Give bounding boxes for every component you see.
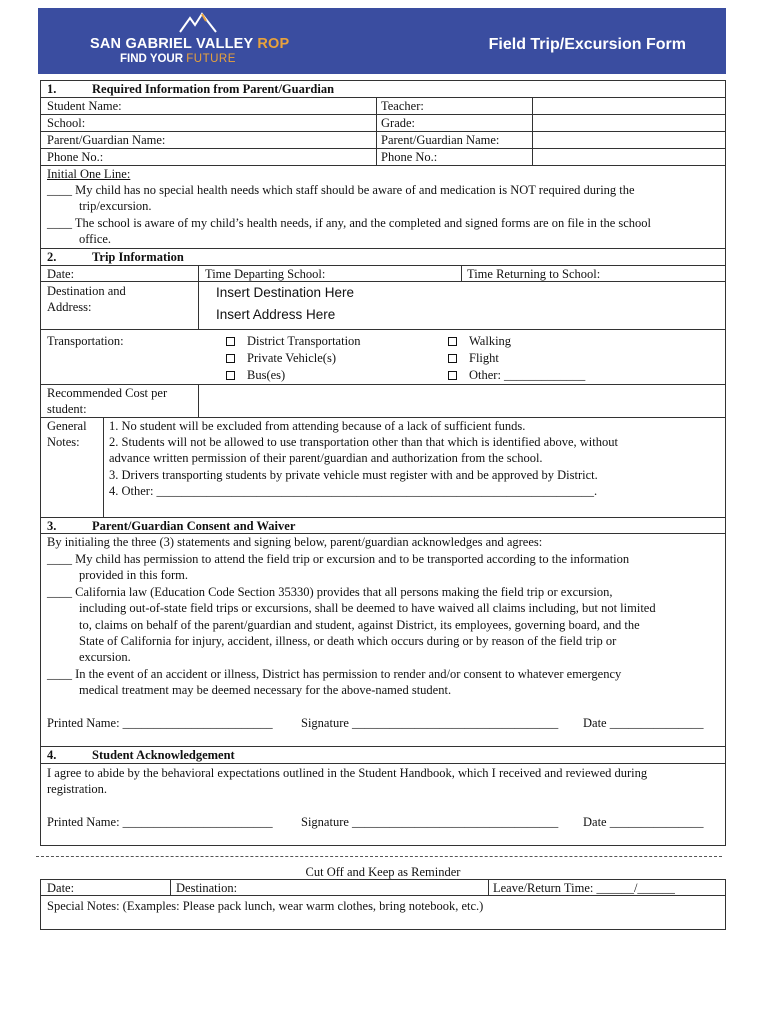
section2-title: Trip Information <box>92 250 184 264</box>
phone-field-1[interactable]: Phone No.: <box>47 150 104 164</box>
org-tagline: FIND YOUR FUTURE <box>120 53 236 65</box>
consent-intro: By initialing the three (3) statements and signing below, parent/guardian acknowledges and agrees: <box>47 535 543 549</box>
acknowledgement-text: I agree to abide by the behavioral expectations outlined in the Student Handbook, which I received and reviewed during <box>47 766 648 780</box>
transportation-label: Transportation: <box>47 334 124 348</box>
initial-line-1-cont: trip/excursion. <box>79 199 152 213</box>
parent-printed-name-field[interactable]: Printed Name: ________________________ <box>47 716 273 730</box>
section1-number: 1. <box>47 82 57 96</box>
note-1: 1. No student will be excluded from attending because of a lack of sufficient funds. <box>109 419 526 433</box>
note-2: 2. Students will not be allowed to use transportation other than that which is identified above, without <box>109 435 618 449</box>
consent-line-2-cont-b: to, claims on behalf of the parent/guardian and student, against District, its employees, governing board, and the <box>79 618 640 632</box>
initial-line-2[interactable]: ____ The school is aware of my child’s health needs, if any, and the completed and signed forms are on file in the school <box>47 216 652 230</box>
cut-line <box>36 856 722 857</box>
parent-name-field-2[interactable]: Parent/Guardian Name: <box>381 133 500 147</box>
cost-label-cont: student: <box>47 402 87 416</box>
mountain-logo-icon <box>178 12 218 34</box>
initial-heading: Initial One Line: <box>47 167 131 181</box>
reminder-destination-field[interactable]: Destination: <box>176 881 238 895</box>
parent-date-field[interactable]: Date _______________ <box>583 716 704 730</box>
consent-line-3[interactable]: ____ In the event of an accident or illness, District has permission to render and/or consent to whatever emergency <box>47 667 622 681</box>
section4-title: Student Acknowledgement <box>92 748 235 762</box>
consent-line-2-cont-d: excursion. <box>79 650 131 664</box>
consent-line-1-cont: provided in this form. <box>79 568 189 582</box>
transport-other-option[interactable]: Other: _____________ <box>448 367 585 383</box>
time-returning-field[interactable]: Time Returning to School: <box>467 267 601 281</box>
note-4[interactable]: 4. Other: ______________________________________________________________________. <box>109 484 598 498</box>
parent-name-field-1[interactable]: Parent/Guardian Name: <box>47 133 166 147</box>
acknowledgement-text-cont: registration. <box>47 782 108 796</box>
form-title: Field Trip/Excursion Form <box>488 36 686 53</box>
consent-line-2-cont-a: including out-of-state field trips or excursions, shall be deemed to have waived all claims including, but not limited <box>79 601 656 615</box>
grade-field[interactable]: Grade: <box>381 116 416 130</box>
reminder-special-notes[interactable]: Special Notes: (Examples: Please pack lunch, wear warm clothes, bring notebook, etc.) <box>47 899 484 913</box>
destination-label: Destination and <box>47 284 126 298</box>
general-notes-label-cont: Notes: <box>47 435 80 449</box>
student-printed-name-field[interactable]: Printed Name: ________________________ <box>47 815 273 829</box>
destination-input[interactable]: Insert Destination Here <box>216 285 355 300</box>
note-2-cont: advance written permission of their parent/guardian and authorization from the school. <box>109 451 543 465</box>
header-banner <box>38 8 726 74</box>
address-label: Address: <box>47 300 92 314</box>
consent-line-3-cont: medical treatment may be deemed necessary for the above-named student. <box>79 683 452 697</box>
note-3: 3. Drivers transporting students by private vehicle must register with and be approved by District. <box>109 468 598 482</box>
consent-line-1[interactable]: ____ My child has permission to attend the field trip or excursion and to be transported according to the information <box>47 552 630 566</box>
phone-field-2[interactable]: Phone No.: <box>381 150 438 164</box>
section1-title: Required Information from Parent/Guardian <box>92 82 335 96</box>
initial-line-2-cont: office. <box>79 232 112 246</box>
section3-number: 3. <box>47 519 57 533</box>
cost-label: Recommended Cost per <box>47 386 168 400</box>
consent-line-2-cont-c: State of California for injury, accident, illness, or death which occurs during or by reason of the field trip or <box>79 634 617 648</box>
initial-line-1[interactable]: ____ My child has no special health needs which staff should be aware of and medication is NOT required during the <box>47 183 635 197</box>
student-signature-field[interactable]: Signature _________________________________ <box>301 815 559 829</box>
section3-title: Parent/Guardian Consent and Waiver <box>92 519 296 533</box>
reminder-heading: Cut Off and Keep as Reminder <box>305 865 461 879</box>
transport-walking-option[interactable]: Walking <box>448 333 511 349</box>
consent-line-2[interactable]: ____ California law (Education Code Section 35330) provides that all persons making the field trip or excursion, <box>47 585 613 599</box>
address-input[interactable]: Insert Address Here <box>216 307 336 322</box>
transport-district-option[interactable]: District Transportation <box>226 333 361 349</box>
checkbox-icon[interactable] <box>448 354 457 363</box>
trip-date-field[interactable]: Date: <box>47 267 75 281</box>
reminder-leave-return-field[interactable]: Leave/Return Time: ______/______ <box>493 881 675 895</box>
org-name: SAN GABRIEL VALLEY ROP <box>90 36 290 52</box>
reminder-date-field[interactable]: Date: <box>47 881 75 895</box>
student-name-field[interactable]: Student Name: <box>47 99 122 113</box>
checkbox-icon[interactable] <box>226 354 235 363</box>
checkbox-icon[interactable] <box>448 337 457 346</box>
transport-private-option[interactable]: Private Vehicle(s) <box>226 350 336 366</box>
section2-number: 2. <box>47 250 57 264</box>
school-field[interactable]: School: <box>47 116 86 130</box>
student-date-field[interactable]: Date _______________ <box>583 815 704 829</box>
section4-number: 4. <box>47 748 57 762</box>
time-departing-field[interactable]: Time Departing School: <box>205 267 326 281</box>
transport-bus-option[interactable]: Bus(es) <box>226 367 285 383</box>
checkbox-icon[interactable] <box>226 337 235 346</box>
checkbox-icon[interactable] <box>448 371 457 380</box>
teacher-field[interactable]: Teacher: <box>381 99 424 113</box>
parent-signature-field[interactable]: Signature _________________________________ <box>301 716 559 730</box>
general-notes-label: General <box>47 419 87 433</box>
checkbox-icon[interactable] <box>226 371 235 380</box>
transport-flight-option[interactable]: Flight <box>448 350 499 366</box>
